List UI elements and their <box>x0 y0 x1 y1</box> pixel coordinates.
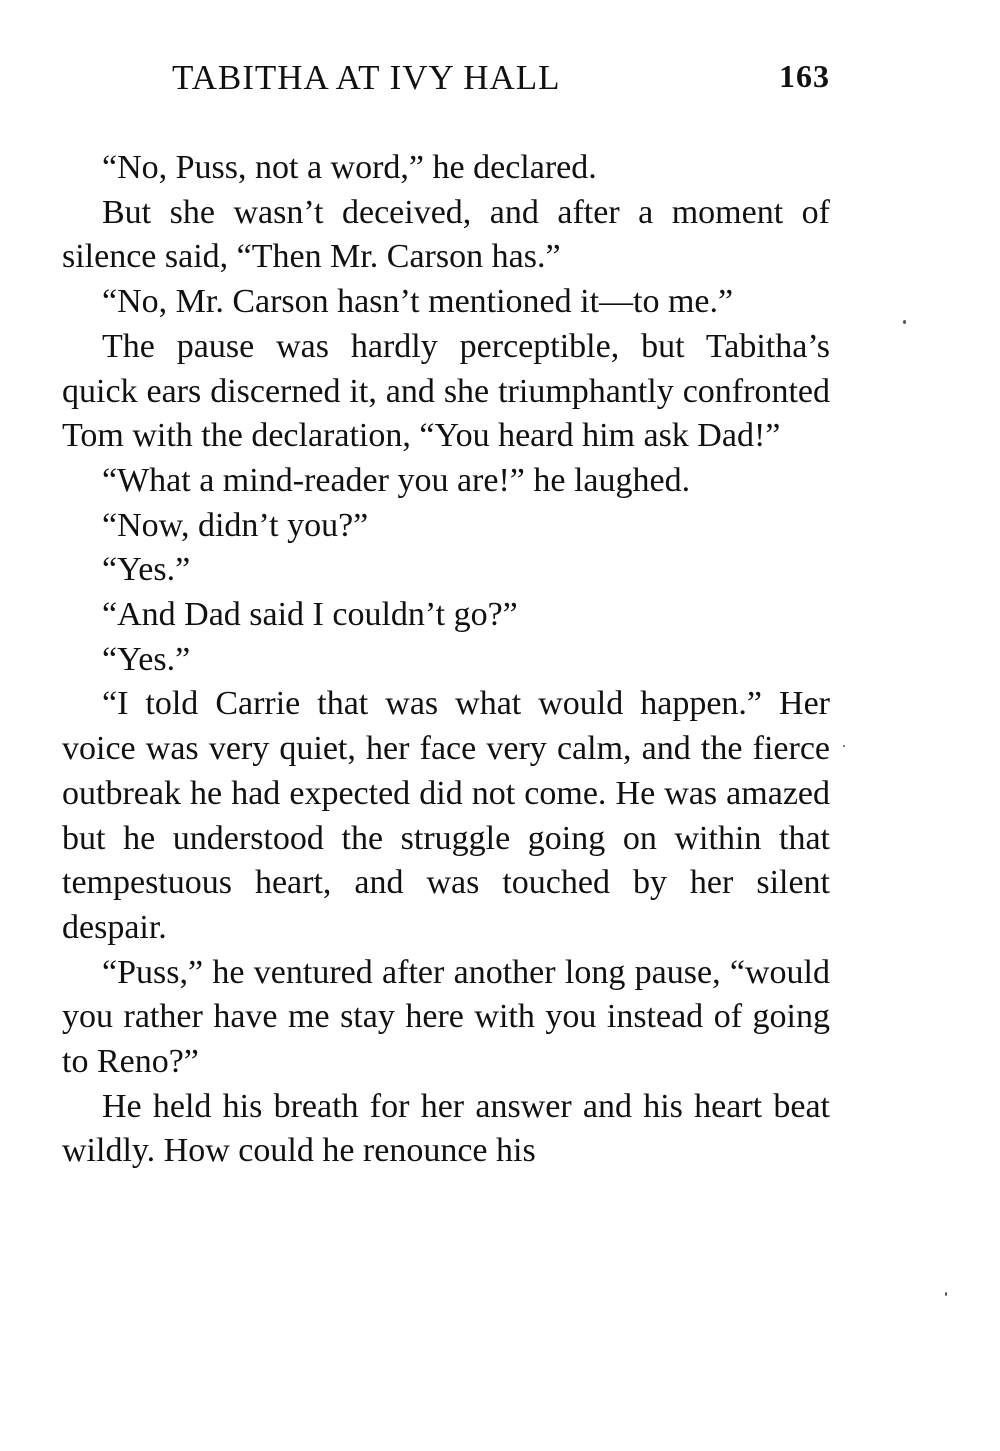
paragraph: “Now, didn’t you?” <box>102 506 369 544</box>
paragraph: “No, Puss, not a word,” he declared. <box>102 149 597 186</box>
page-number: 163 <box>779 58 830 94</box>
body-text <box>62 146 830 1174</box>
running-title: TABITHA AT IVY HALL <box>172 58 561 97</box>
paragraph: “What a mind-reader you are!” he laughed. <box>102 461 691 499</box>
scan-speck <box>945 1292 947 1296</box>
scan-speck <box>903 320 906 324</box>
paragraph: “Yes.” <box>102 640 191 678</box>
scan-speck <box>843 745 845 747</box>
paragraph: He held his breath for her answer and his heart beat wildly. How could he renounce his <box>62 1087 830 1170</box>
paragraph: “Yes.” <box>102 551 191 589</box>
page-header <box>62 58 830 106</box>
paragraph: But she wasn’t deceived, and after a moment of silence said, “Then Mr. Carson has.” <box>62 193 830 276</box>
book-page <box>62 58 830 1174</box>
paragraph: “I told Carrie that was what would happen.” Her voice was very quiet, her face very calm, and the fierce outbreak he had expected did not come. He was amazed but he understood the struggle going on within that tempestuous heart, and was touched by her silent despair. <box>62 685 830 946</box>
paragraph: “Puss,” he ventured after another long pause, “would you rather have me stay here with you instead of going to Reno?” <box>62 953 830 1081</box>
paragraph: “And Dad said I couldn’t go?” <box>102 596 518 634</box>
paragraph: The pause was hardly perceptible, but Tabitha’s quick ears discerned it, and she triumphantly confronted Tom with the declaration, “You heard him ask Dad!” <box>62 327 830 455</box>
paragraph: “No, Mr. Carson hasn’t mentioned it—to me.” <box>102 283 734 321</box>
